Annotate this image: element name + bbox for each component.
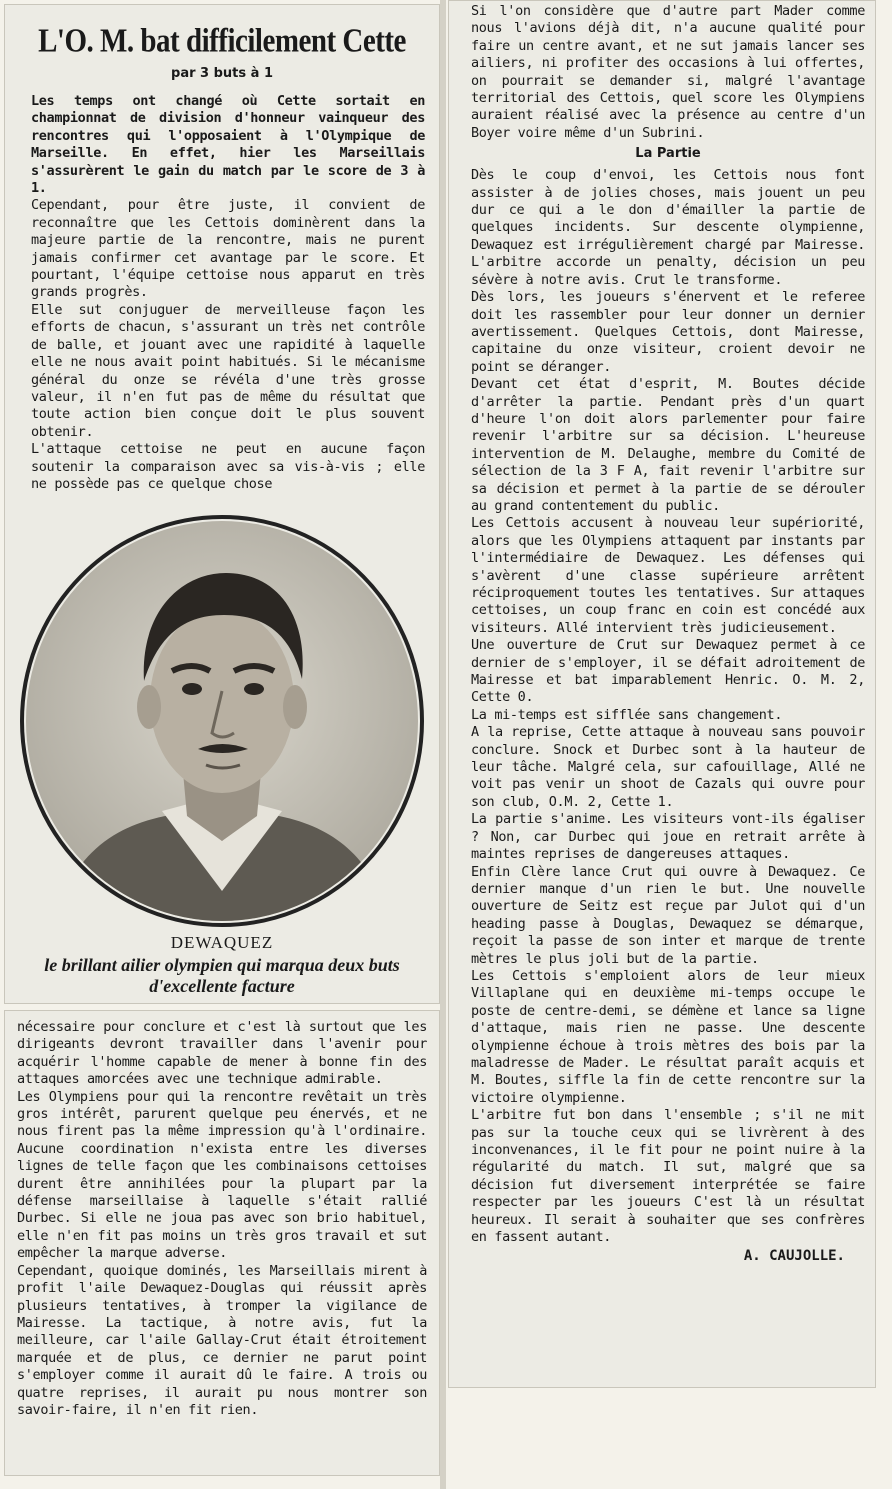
paragraph: Enfin Clère lance Crut qui ouvre à Dewaquez. Ce dernier manque d'un rien le but. Une nouvelle ouverture de Seitz est reçue par Julot qui d'un heading passe à Douglas, Dewaquez se démarque, reçoit la passe de son inter et marque de trente mètres le plus joli but de la partie.	[471, 863, 865, 967]
paragraph: Dès le coup d'envoi, les Cettois nous font assister à de jolies choses, mais jouent un peu dur ce qui a le don d'émailler la partie de quelques incidents. Sur descente olympienne, Dewaquez est irrégulièrement chargé par Mairesse. L'arbitre accorde un penalty, décision un peu sévère à notre avis. Crut le transforme.	[471, 167, 865, 288]
paragraph: A la reprise, Cette attaque à nouveau sans pouvoir conclure. Snock et Durbec sont à la hauteur de leur tâche. Malgré cela, sur cafouillage, Allé ne voit pas venir un shoot de Cazals qui ouvre pour son club, O.M. 2, Cette 1.	[471, 724, 865, 810]
paragraph: Elle sut conjuguer de merveilleuse façon les efforts de chacun, s'assurant un très net contrôle de balle, et jouant avec une rapidité à laquelle elle ne nous avait point habitués. Si le mécanisme général du onze se révéla d'une très grosse valeur, il n'en fut pas de même du résultat que toute action bien conçue doit le plus souvent obtenir.	[31, 301, 425, 440]
author-signature: A. CAUJOLLE.	[743, 1248, 845, 1265]
section-title: La Partie	[635, 146, 701, 162]
article-column-1	[5, 93, 439, 493]
paragraph: Une ouverture de Crut sur Dewaquez permet à ce dernier de s'employer, il se défait adroitement de Mairesse et bat imparablement Henric. O. M. 2, Cette 0.	[471, 637, 865, 706]
paragraph: Si l'on considère que d'autre part Mader comme nous l'avions déjà dit, n'a aucune qualité pour faire un centre avant, et ne sut jamais lancer ses ailiers, ni profiter des occasions à lui offertes, on pourrait se demander si, malgré l'avantage territorial des Cettois, quel score les Olympiens auraient réalisé avec la présence au centre d'un Boyer voire même d'un Subrini.	[471, 3, 865, 141]
paragraph: L'attaque cettoise ne peut en aucune façon soutenir la comparaison avec sa vis-à-vis ; elle ne possède pas ce quelque chose	[31, 441, 425, 492]
paragraph: Cependant, pour être juste, il convient de reconnaître que les Cettois dominèrent dans la majeure partie de la rencontre, mais ne purent jamais confirmer cet avantage par le score. Et pourtant, l'équipe cettoise nous apparut en très grands progrès.	[31, 197, 425, 301]
article-column-3	[449, 1, 875, 1264]
photo-name: DEWAQUEZ	[170, 933, 274, 953]
article-clip-left-top	[4, 4, 440, 1004]
article-headline: L'O. M. bat difficilement Cette	[38, 22, 406, 60]
paragraph: Les Cettois accusent à nouveau leur supériorité, alors que les Olympiens attaquent par instants par l'intermédiaire de Dewaquez. Les défenses qui s'avèrent d'une classe supérieure arrêtent réciproquement toutes les tentatives. Sur attaques cettoises, un coup franc en coin est concédé aux visiteurs. Allé intervient très judicieusement.	[471, 515, 865, 636]
paragraph: L'arbitre fut bon dans l'ensemble ; s'il ne mit pas sur la touche ceux qui se livrèrent à des inconvenances, il le fit pour ne point nuire à la régularité du match. Il sut, malgré que sa décision fut diversement interprétée se faire respecter par les joueurs C'est là un résultat heureux. Il serait à souhaiter que ses confrères en fassent autant.	[471, 1107, 865, 1246]
paragraph: La partie s'anime. Les visiteurs vont-ils égaliser ? Non, car Durbec qui joue en retrait arrête à maintes reprises de dangereuses attaques.	[471, 811, 865, 863]
paragraph: Devant cet état d'esprit, M. Boutes décide d'arrêter la partie. Pendant près d'un quart d'heure l'on doit alors parlementer pour faire revenir l'arbitre sur sa décision. L'heureuse intervention de M. Delaughe, membre du Comité de sélection de la 3 F A, fait revenir l'arbitre sur sa décision et permet à la partie de se dérouler au grand contentement du public.	[471, 376, 865, 514]
paragraph: Dès lors, les joueurs s'énervent et le referee doit les rassembler pour leur donner un dernier avertissement. Quelques Cettois, dont Mairesse, capitaine du onze visiteur, croient devoir ne point se déranger.	[471, 289, 865, 375]
article-clip-left-bottom	[4, 1010, 440, 1476]
portrait-image	[12, 511, 432, 931]
article-intro: Les temps ont changé où Cette sortait en championnat de division d'honneur vainqueur des rencontres qui l'opposaient à l'Olympique de Marseille. En effet, hier les Marseillais s'assurèrent le gain du match par le score de 3 à 1.	[31, 93, 425, 197]
paragraph: La mi-temps est sifflée sans changement.	[471, 706, 783, 723]
portrait-photo	[12, 511, 432, 931]
paragraph: Les Cettois s'emploient alors de leur mieux Villaplane qui en deuxième mi-temps occupe le poste de centre-demi, se démène et lance sa ligne d'attaque, mais rien ne passe. Une descente olympienne échoue à trois mètres des bois par la maladresse de Mader. Le résultat paraît acquis et M. Boutes, siffle la fin de cette rencontre sur la victoire olympienne.	[471, 967, 865, 1106]
article-subhead: par 3 buts à 1	[171, 66, 273, 81]
paragraph: Cependant, quoique dominés, les Marseillais mirent à profit l'aile Dewaquez-Douglas qui réussit après plusieurs tentatives, à tromper la vigilance de Mairesse. La tactique, à notre avis, fut la meilleure, car l'aile Gallay-Crut était étroitement marquée et de plus, ce dernier ne parut point s'employer comme il aurait dû le faire. A trois ou quatre reprises, il aurait pu nous montrer son savoir-faire, il n'en fit rien.	[17, 1262, 427, 1418]
photo-caption: le brillant ailier olympien qui marqua deux buts d'excellente facture	[44, 955, 400, 997]
article-clip-right	[448, 0, 876, 1388]
page-gutter	[440, 0, 446, 1489]
paragraph: Les Olympiens pour qui la rencontre revêtait un très gros intérêt, parurent quelque peu énervés, et ne nous firent pas la même impression qu'à l'ordinaire. Aucune coordination n'exista entre les diverses lignes de telle façon que les combinaisons cettoises durent être annihilées pour la plupart par la défense marseillaise à laquelle s'était rallié Durbec. Si elle ne joua pas avec son brio habituel, elle n'en fit pas moins un très gros travail et sut empêcher la marque adverse.	[17, 1088, 427, 1262]
article-column-2	[5, 1011, 439, 1419]
paragraph: nécessaire pour conclure et c'est là surtout que les dirigeants devront travailler dans l'avenir pour acquérir l'homme capable de mener à bonne fin des attaques amorcées avec une technique admirable.	[17, 1019, 427, 1088]
